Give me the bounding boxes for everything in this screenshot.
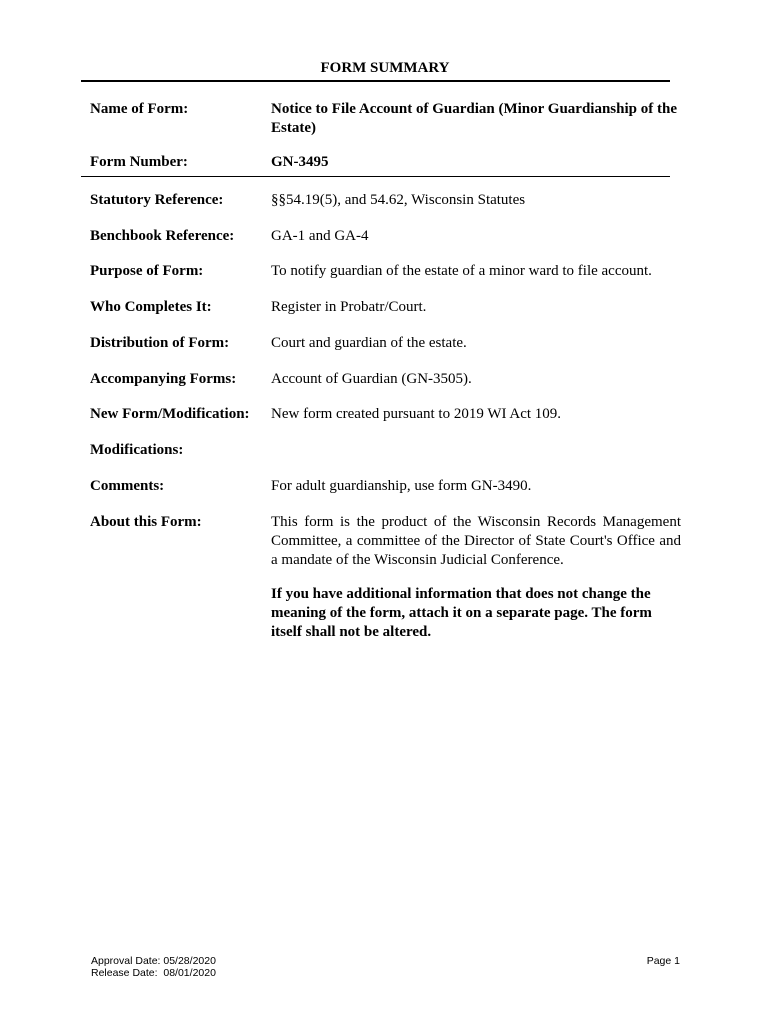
field-label: Accompanying Forms:	[90, 371, 237, 387]
field-label: About this Form:	[90, 514, 202, 530]
field-value: §§54.19(5), and 54.62, Wisconsin Statutes	[271, 192, 526, 208]
approval-date: Approval Date: 05/28/2020	[91, 955, 216, 967]
field-value: GN-3495	[271, 154, 329, 170]
field-value: To notify guardian of the estate of a minor ward to file account.	[271, 263, 652, 279]
field-value: Register in Probatr/Court.	[271, 299, 427, 315]
field-value: GA-1 and GA-4	[271, 228, 369, 244]
section-divider	[81, 176, 670, 177]
field-value: Notice to File Account of Guardian (Minor Guardianship of the Estate)	[271, 101, 677, 136]
field-label: Benchbook Reference:	[90, 228, 235, 244]
field-label: Purpose of Form:	[90, 263, 204, 279]
page-number: Page 1	[646, 955, 680, 967]
field-value: Court and guardian of the estate.	[271, 335, 467, 351]
field-value: This form is the product of the Wisconsin Records Management Committee, a committee of the Director of State Court's Office and a mandate of the Wisconsin Judicial Conference.	[271, 514, 681, 568]
field-label: Who Completes It:	[90, 299, 212, 315]
field-value: Account of Guardian (GN-3505).	[271, 371, 472, 387]
footer-dates	[91, 955, 216, 979]
field-value: New form created pursuant to 2019 WI Act 109.	[271, 406, 562, 422]
field-label: New Form/Modification:	[90, 406, 250, 422]
field-label: Name of Form:	[90, 101, 189, 117]
field-label: Distribution of Form:	[90, 335, 230, 351]
field-label: Comments:	[90, 478, 165, 494]
field-value: For adult guardianship, use form GN-3490.	[271, 478, 532, 494]
field-label: Form Number:	[90, 154, 188, 170]
title-divider	[81, 80, 670, 82]
form-summary-title: FORM SUMMARY	[320, 60, 450, 76]
field-label: Modifications:	[90, 442, 184, 458]
instruction-note: If you have additional information that does not change the meaning of the form, attach it on a separate page. The form itself shall not be altered.	[271, 586, 652, 640]
field-label: Statutory Reference:	[90, 192, 224, 208]
release-date: Release Date: 08/01/2020	[91, 967, 216, 979]
